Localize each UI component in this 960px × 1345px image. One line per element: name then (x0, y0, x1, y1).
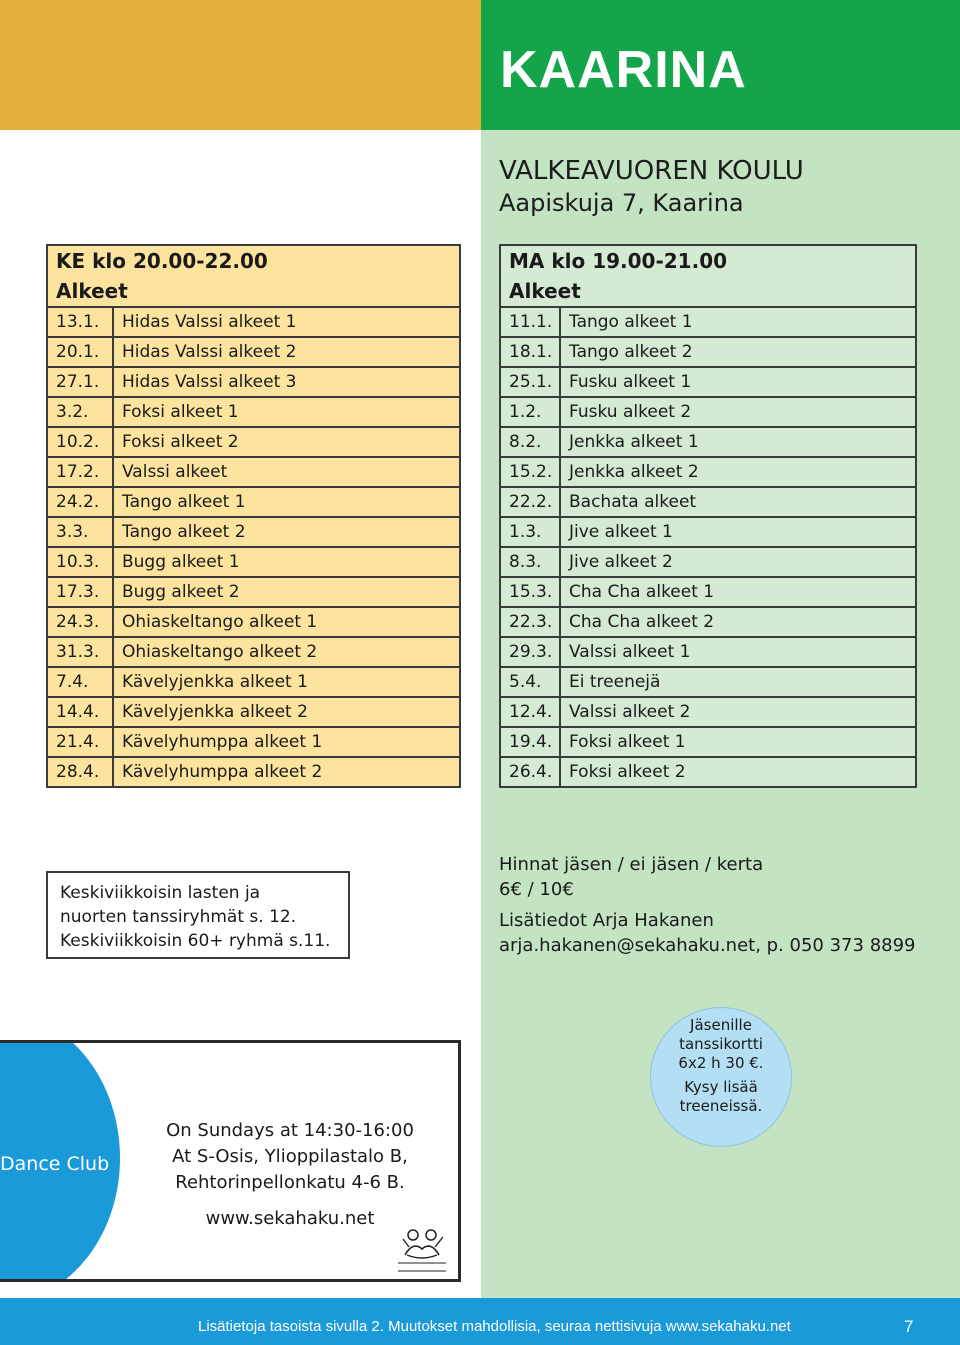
row-course: Valssi alkeet 1 (560, 637, 916, 667)
schedule-row (500, 337, 916, 367)
club-place: At S-Osis, Ylioppilastalo B, (172, 1146, 408, 1167)
row-date: 15.2. (500, 457, 560, 487)
note-line: nuorten tanssiryhmät s. 12. (60, 907, 297, 927)
row-date: 17.2. (47, 457, 113, 487)
badge-line: Kysy lisää (684, 1078, 758, 1096)
member-card-badge (650, 1007, 792, 1147)
schedule-row (47, 517, 460, 547)
schedule-row (500, 637, 916, 667)
schedule-level: Alkeet (47, 276, 460, 307)
row-course: Hidas Valssi alkeet 2 (113, 337, 460, 367)
row-date: 31.3. (47, 637, 113, 667)
row-date: 5.4. (500, 667, 560, 697)
row-date: 22.2. (500, 487, 560, 517)
club-url: www.sekahaku.net (205, 1208, 375, 1229)
row-date: 12.4. (500, 697, 560, 727)
contact-name: Lisätiedot Arja Hakanen (499, 910, 714, 931)
row-course: Kävelyjenkka alkeet 2 (113, 697, 460, 727)
header-band-left (0, 0, 481, 130)
schedule-time: KE klo 20.00-22.00 (47, 245, 460, 276)
club-name: Dance Club (0, 1153, 110, 1175)
schedule-row (47, 607, 460, 637)
row-course: Valssi alkeet (113, 457, 460, 487)
row-course: Hidas Valssi alkeet 1 (113, 307, 460, 337)
row-course: Kävelyhumppa alkeet 1 (113, 727, 460, 757)
row-date: 15.3. (500, 577, 560, 607)
row-date: 24.2. (47, 487, 113, 517)
dance-club-box (0, 1040, 461, 1282)
row-date: 17.3. (47, 577, 113, 607)
row-course: Tango alkeet 2 (560, 337, 916, 367)
row-date: 13.1. (47, 307, 113, 337)
row-course: Fusku alkeet 2 (560, 397, 916, 427)
footer-text: Lisätietoja tasoista sivulla 2. Muutokset mahdollisia, seuraa nettisivuja www.sekahaku.net (198, 1318, 791, 1335)
price-heading: Hinnat jäsen / ei jäsen / kerta (499, 854, 764, 875)
row-course: Kävelyjenkka alkeet 1 (113, 667, 460, 697)
schedule-row (47, 637, 460, 667)
row-date: 24.3. (47, 607, 113, 637)
badge-line: tanssikortti (679, 1035, 763, 1053)
venue-address: Aapiskuja 7, Kaarina (499, 189, 744, 217)
row-course: Tango alkeet 2 (113, 517, 460, 547)
sekahaku-logo-icon (393, 1225, 451, 1273)
schedule-row (500, 457, 916, 487)
row-date: 21.4. (47, 727, 113, 757)
page-title: KAARINA (500, 41, 747, 99)
schedule-row (500, 487, 916, 517)
row-date: 28.4. (47, 757, 113, 787)
price-info (499, 852, 916, 958)
schedule-time: MA klo 19.00-21.00 (500, 245, 916, 276)
note-line: Keskiviikkoisin 60+ ryhmä s.11. (60, 931, 331, 951)
row-course: Jenkka alkeet 2 (560, 457, 916, 487)
schedule-row (47, 457, 460, 487)
schedule-row (500, 577, 916, 607)
row-course: Hidas Valssi alkeet 3 (113, 367, 460, 397)
row-date: 1.3. (500, 517, 560, 547)
row-date: 18.1. (500, 337, 560, 367)
schedule-row (500, 757, 916, 787)
row-course: Ohiaskeltango alkeet 1 (113, 607, 460, 637)
schedule-level: Alkeet (500, 276, 916, 307)
schedule-row (47, 397, 460, 427)
schedule-row (47, 487, 460, 517)
row-course: Bugg alkeet 2 (113, 577, 460, 607)
venue-name: VALKEAVUOREN KOULU (499, 156, 804, 186)
row-course: Fusku alkeet 1 (560, 367, 916, 397)
row-date: 29.3. (500, 637, 560, 667)
schedule-row (47, 727, 460, 757)
schedule-row (47, 667, 460, 697)
schedule-row (47, 547, 460, 577)
row-date: 8.3. (500, 547, 560, 577)
row-course: Jive alkeet 2 (560, 547, 916, 577)
schedule-row (500, 667, 916, 697)
row-course: Foksi alkeet 1 (113, 397, 460, 427)
row-course: Foksi alkeet 1 (560, 727, 916, 757)
children-groups-note (46, 871, 350, 959)
badge-line: 6x2 h 30 €. (678, 1054, 764, 1072)
row-date: 25.1. (500, 367, 560, 397)
page-number: 7 (904, 1317, 914, 1336)
row-date: 10.3. (47, 547, 113, 577)
schedule-row (47, 577, 460, 607)
schedule-row (500, 427, 916, 457)
row-course: Bugg alkeet 1 (113, 547, 460, 577)
row-date: 3.2. (47, 397, 113, 427)
price-values: 6€ / 10€ (499, 879, 574, 900)
row-course: Foksi alkeet 2 (113, 427, 460, 457)
note-line: Keskiviikkoisin lasten ja (60, 883, 261, 903)
wednesday-schedule-table (46, 244, 461, 788)
row-date: 26.4. (500, 757, 560, 787)
row-course: Bachata alkeet (560, 487, 916, 517)
row-course: Kävelyhumppa alkeet 2 (113, 757, 460, 787)
badge-line: treeneissä. (679, 1097, 763, 1115)
row-date: 19.4. (500, 727, 560, 757)
row-date: 11.1. (500, 307, 560, 337)
row-course: Ohiaskeltango alkeet 2 (113, 637, 460, 667)
schedule-row (47, 697, 460, 727)
row-date: 20.1. (47, 337, 113, 367)
row-date: 7.4. (47, 667, 113, 697)
schedule-row (500, 607, 916, 637)
schedule-row (500, 547, 916, 577)
schedule-row (500, 727, 916, 757)
row-date: 3.3. (47, 517, 113, 547)
schedule-row (500, 367, 916, 397)
club-time: On Sundays at 14:30-16:00 (166, 1120, 414, 1141)
monday-schedule-table (499, 244, 917, 788)
row-course: Cha Cha alkeet 1 (560, 577, 916, 607)
schedule-row (47, 427, 460, 457)
schedule-row (47, 367, 460, 397)
row-date: 8.2. (500, 427, 560, 457)
schedule-row (500, 517, 916, 547)
row-course: Jive alkeet 1 (560, 517, 916, 547)
schedule-row (47, 307, 460, 337)
schedule-row (500, 397, 916, 427)
schedule-row (47, 337, 460, 367)
badge-line: Jäsenille (690, 1016, 752, 1034)
schedule-row (47, 757, 460, 787)
row-date: 10.2. (47, 427, 113, 457)
row-date: 22.3. (500, 607, 560, 637)
row-date: 14.4. (47, 697, 113, 727)
contact-details: arja.hakanen@sekahaku.net, p. 050 373 8899 (499, 935, 916, 956)
row-course: Ei treenejä (560, 667, 916, 697)
row-course: Tango alkeet 1 (560, 307, 916, 337)
row-course: Foksi alkeet 2 (560, 757, 916, 787)
row-course: Valssi alkeet 2 (560, 697, 916, 727)
row-date: 27.1. (47, 367, 113, 397)
club-info (140, 1118, 440, 1232)
schedule-row (500, 697, 916, 727)
schedule-row (500, 307, 916, 337)
row-course: Tango alkeet 1 (113, 487, 460, 517)
row-date: 1.2. (500, 397, 560, 427)
club-street: Rehtorinpellonkatu 4-6 B. (175, 1172, 405, 1193)
row-course: Cha Cha alkeet 2 (560, 607, 916, 637)
row-course: Jenkka alkeet 1 (560, 427, 916, 457)
